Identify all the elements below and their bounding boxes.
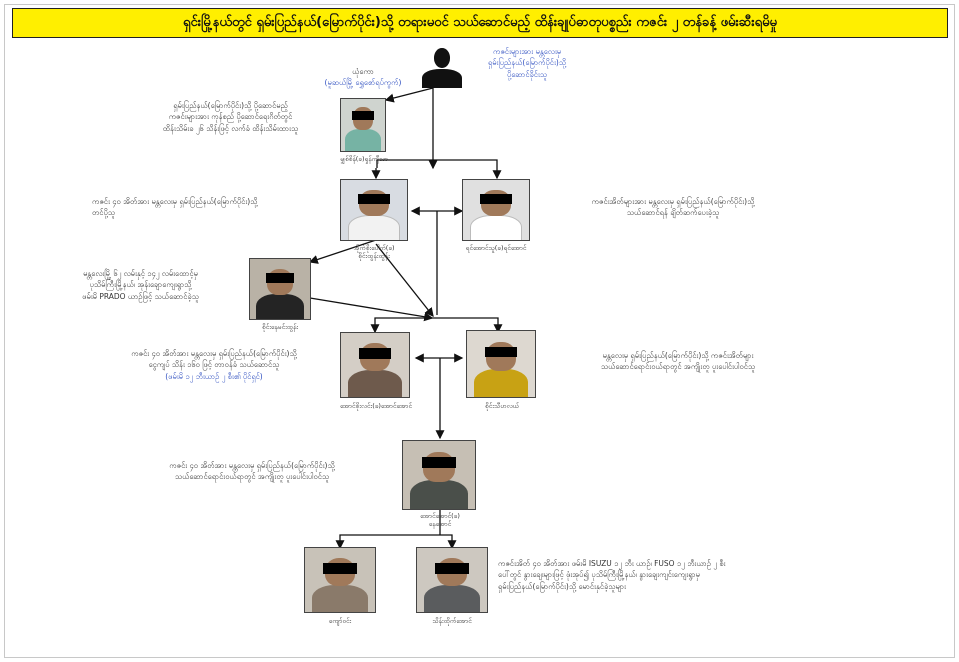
- p3-photo: [462, 179, 530, 241]
- p5-photo: [340, 332, 410, 398]
- p1-caption: မျှစ်စိန်(ခ)ရှန်ကျိဴသာ: [340, 155, 388, 163]
- p1-photo: [340, 98, 386, 152]
- p6-photo: [466, 330, 536, 398]
- arrow-top-to-p1: [386, 88, 433, 100]
- p3-caption: ရင်အောင်သူ(ခ)ရင်အောင်: [465, 244, 527, 252]
- bracket-p8-p9: [340, 535, 452, 545]
- p1-description: ရှမ်းပြည်နယ်(မြောက်ပိုင်း)သို့ ပို့ဆောင်မည့် ကဇင်းများအား ကုန်စည် ပို့ဆောင်ရေးဂိတ်တွင် ထိန်းသိမ်းခ ၂၆ သိန်းဖြင့် လက်ခံ ထိန်းသိမ်းထားသူ: [162, 101, 299, 133]
- page-title: ရှင်းမြို့နယ်တွင် ရှမ်းပြည်နယ်(မြောက်ပိုင်း)သို့ တရားမဝင် သယ်ဆောင်မည့် ထိန်းချုပ်ဓာတုပစ္စည်း ကဇင်း ၂ တန်ခန့် ဖမ်းဆီးရမိမှု: [12, 8, 948, 38]
- p4-description: မန္တလေးမြို့ ၆၂ လမ်းနှင့် ၁၄၂ လမ်းထောင့်မှ ပုသိမ်ကြီးမြို့နယ်၊ အုန်းချောကျေးရွာသို့ ဖမ်းမိ PRADO ယာဉ်ဖြင့် သယ်ဆောင်ခဲ့သူ: [82, 269, 199, 301]
- p3-description: ကဇင်းအိတ်များအား မန္တလေးမှ ရှမ်းပြည်နယ်(မြောက်ပိုင်း)သို့ သယ်ဆောင်ရန် ချိတ်ဆက်ပေးခဲ့သူ: [591, 197, 755, 218]
- silhouette-avatar: [418, 46, 466, 88]
- p4-caption: စိုင်းနေမင်းထွန်း: [261, 323, 299, 331]
- p7-description: ကဇင်း ၄၀ အိတ်အား မန္တလေးမှ ရှမ်းပြည်နယ်(မြောက်ပိုင်း)သို့ သယ်ဆောင်ရောင်းဝယ်ရာတွင် အကျိုးတူ ပူးပေါင်းပါဝင်သူ: [169, 461, 335, 482]
- p2-caption: အိုက်စိုးပေါက်(ခ) စိုင်းထွန်းထွန်း: [353, 244, 395, 261]
- p9-description: ကဇင်းအိတ် ၄၀ အိတ်အား ဖမ်းမိ ISUZU ၁၂ ဘီး ယာဉ်၊ FUSO ၁၂ ဘီးယာဉ် ၂ စီး ပေါ်တွင် နွားချေးများဖြင့် ဖုံးအုပ်၍ ပုသိမ်ကြီးမြို့နယ်၊ နွားချေးကျင်းကျေးရွာမှ ရှမ်းပြည်နယ်(မြောက်ပိုင်း)သို့ မောင်းနှင်ခဲ့သူများ: [498, 559, 726, 591]
- p9-caption: သိန်းထိုက်အောင်: [432, 617, 472, 625]
- p7-photo: [402, 440, 476, 510]
- p2-description: ကဇင်း ၄၀ အိတ်အား မန္တလေးမှ ရှမ်းပြည်နယ်(မြောက်ပိုင်း)သို့ တင်ပို့သူ: [92, 197, 258, 218]
- top-person-name-block: ယုံကော (မူဆယ်မြို့ ရွှေစော်ရပ်ကွက်): [324, 67, 402, 88]
- p8-photo: [304, 547, 376, 613]
- p2-photo: [340, 179, 408, 241]
- p5-note: (ဖမ်းမိ ၁၂ ဘီးယာဉ် ၂ စီး၏ ပိုင်ရှင်): [165, 371, 263, 381]
- arrow-p4-to-mid: [310, 298, 432, 318]
- p4-photo: [249, 258, 311, 320]
- p5-description: ကဇင်း ၄၀ အိတ်အား မန္တလေးမှ ရှမ်းပြည်နယ်(မြောက်ပိုင်း)သို့ ငွေကျပ် သိန်း ၁၆၀ ဖြင့် တာဝန်ခံ သယ်ဆောင်သူ (ဖမ်းမိ ၁၂ ဘီးယာဉ် ၂ စီး၏ ပိုင်ရှင်): [84, 348, 344, 382]
- p6-caption: စိုင်းသီဟလယ်: [485, 402, 519, 410]
- p5-caption: အောင်စိုးလင်း(ခ)အောင်အောင်: [340, 402, 412, 410]
- p7-caption: အောင်အောင်(ခ) နေအောင်: [420, 512, 460, 529]
- top-person-role: ကဇင်းများအား မန္တလေးမှ ရှမ်းပြည်နယ်(မြောက်ပိုင်း)သို့ ပို့ဆောင်ခိုင်းသူ: [487, 47, 567, 79]
- p9-photo: [416, 547, 488, 613]
- p6-description: မန္တလေးမှ ရှမ်းပြည်နယ်(မြောက်ပိုင်း)သို့ ကဇင်းအိတ်များ သယ်ဆောင်ရောင်းဝယ်ရာတွင် အကျိုးတူ ပူးပေါင်းပါဝင်သူ: [600, 351, 756, 372]
- bracket-p5-p6: [375, 318, 498, 328]
- p8-caption: ကျော်ဝင်း: [328, 617, 352, 625]
